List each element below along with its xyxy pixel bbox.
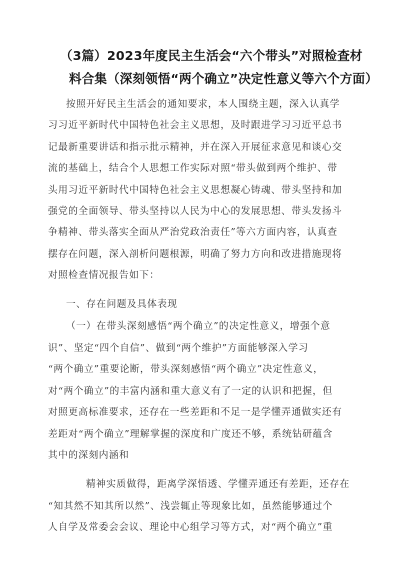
paragraph-line: “知其然不知其所以然”、浅尝辄止等现象比如，虽然能够通过个	[48, 501, 333, 512]
paragraph-line: 对照检查情况报告如下：	[48, 270, 160, 281]
paragraph-line: 差距对“两个确立”理解掌握的深度和广度还不够，系统钻研蕴含	[48, 429, 333, 440]
paragraph-line: 争精神、带头落实全面从严治党政治责任”等六方面内容，认真查	[48, 227, 338, 238]
paragraph-line: 记最新重要讲话和指示批示精神，并在深入开展征求意见和谈心交	[48, 142, 343, 153]
document-title-line-1: （3篇）2023年度民主生活会“六个带头”对照检查材	[60, 48, 363, 63]
paragraph-line: 对照更高标准要求，还存在一些差距和不足一是学懂弄通做实还有	[48, 407, 343, 418]
paragraph-line: 强党的全面领导、带头坚持以人民为中心的发展思想、带头发扬斗	[48, 206, 343, 217]
document-title-line-2: 料合集（深刻领悟“两个确立”决定性意义等六个方面）	[69, 71, 378, 86]
paragraph-line: “两个确立”重要论断，带头深刻感悟“两个确立”决定性意义，	[48, 364, 324, 375]
paragraph-line: 其中的深刻内涵和	[48, 450, 130, 461]
section-heading: 一、存在问题及具体表现	[66, 299, 178, 310]
paragraph-line: 识”、坚定“四个自信”、做到“两个维护”方面能够深入学习	[48, 343, 309, 354]
paragraph-line: 对“两个确立”的丰富内涵和重大意义有了一定的认识和把握，但	[48, 386, 333, 397]
paragraph-line: 摆存在问题，深入剖析问题根源，明确了努力方向和改进措施现将	[48, 249, 343, 260]
paragraph-line: 按照开好民主生活会的通知要求，本人围绕主题，深入认真学	[66, 99, 340, 110]
paragraph-line: 流的基础上，结合个人思想工作实际对照“带头做到两个维护、带	[48, 163, 338, 174]
paragraph-line: 精神实质做得，距离学深悟透、学懂弄通还有差距，还存在	[86, 479, 350, 490]
paragraph-line: 人自学及常委会会议、理论中心组学习等方式，对“两个确立”重	[48, 522, 333, 533]
paragraph-line: 习习近平新时代中国特色社会主义思想，及时跟进学习习近平总书	[48, 120, 343, 131]
paragraph-line: （一）在带头深刻感悟“两个确立”的决定性意义，增强个意	[66, 321, 331, 332]
paragraph-line: 头用习近平新时代中国特色社会主义思想凝心铸魂、带头坚持和加	[48, 185, 343, 196]
